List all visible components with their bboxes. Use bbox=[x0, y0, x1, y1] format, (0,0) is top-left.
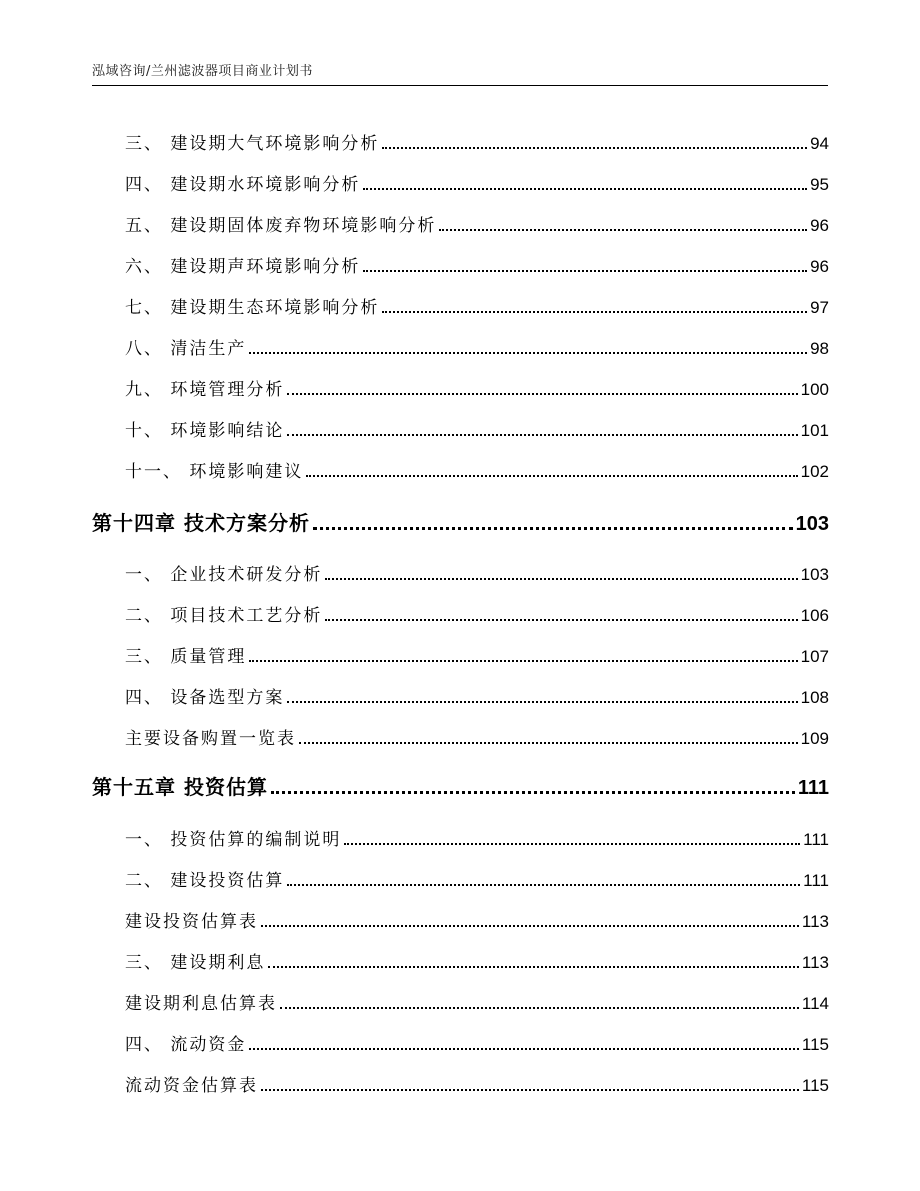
toc-dot-leader bbox=[261, 925, 799, 927]
toc-page-number: 100 bbox=[800, 380, 829, 399]
toc-entry-title: 四、 流动资金 bbox=[125, 1035, 247, 1055]
toc-page-number: 113 bbox=[801, 912, 829, 931]
toc-entry-title: 一、 企业技术研发分析 bbox=[125, 565, 323, 585]
toc-entry[interactable] bbox=[92, 907, 829, 932]
toc-dot-leader bbox=[249, 1048, 798, 1050]
toc-page-number: 103 bbox=[795, 513, 829, 535]
toc-entry[interactable] bbox=[92, 252, 829, 277]
toc-entry[interactable] bbox=[92, 1030, 829, 1055]
toc-dot-leader bbox=[344, 843, 800, 845]
toc-entry-title: 一、 投资估算的编制说明 bbox=[125, 830, 342, 850]
toc-dot-leader bbox=[439, 229, 807, 231]
toc-dot-leader bbox=[299, 742, 798, 744]
toc-dot-leader bbox=[306, 475, 797, 477]
toc-dot-leader bbox=[382, 311, 807, 313]
toc-entry[interactable] bbox=[92, 416, 829, 441]
toc-entry[interactable] bbox=[92, 989, 829, 1014]
toc-entry-title: 九、 环境管理分析 bbox=[125, 380, 285, 400]
toc-page-number: 109 bbox=[800, 729, 829, 748]
toc-entry-title: 四、 设备选型方案 bbox=[125, 688, 285, 708]
toc-dot-leader bbox=[249, 660, 797, 662]
page-header: 泓域咨询/兰州滤波器项目商业计划书 bbox=[92, 64, 313, 79]
toc-entry[interactable] bbox=[92, 293, 829, 318]
toc-entry-title: 五、 建设期固体废弃物环境影响分析 bbox=[125, 216, 437, 236]
toc-dot-leader bbox=[313, 527, 793, 530]
toc-page-number: 96 bbox=[810, 216, 829, 235]
toc-dot-leader bbox=[363, 270, 807, 272]
toc-entry-title: 第十五章 投资估算 bbox=[92, 775, 268, 799]
toc-page-number: 111 bbox=[797, 777, 829, 799]
toc-page-number: 103 bbox=[800, 565, 829, 584]
toc-entry-title: 八、 清洁生产 bbox=[125, 339, 247, 359]
toc-page-number: 111 bbox=[803, 830, 829, 849]
toc-page-number: 107 bbox=[800, 647, 829, 666]
toc-entry[interactable] bbox=[92, 457, 829, 482]
toc-entry[interactable] bbox=[92, 948, 829, 973]
toc-entry[interactable] bbox=[92, 642, 829, 667]
toc-entry[interactable] bbox=[92, 601, 829, 626]
toc-dot-leader bbox=[325, 619, 797, 621]
toc-page-number: 98 bbox=[810, 339, 829, 358]
toc-entry-title: 第十四章 技术方案分析 bbox=[92, 511, 310, 535]
toc-entry-title: 流动资金估算表 bbox=[125, 1076, 258, 1096]
toc-entry[interactable] bbox=[92, 724, 829, 749]
toc-dot-leader bbox=[287, 434, 797, 436]
toc-entry-title: 三、 建设期利息 bbox=[125, 953, 266, 973]
header-divider bbox=[92, 85, 828, 86]
toc-dot-leader bbox=[287, 701, 797, 703]
toc-page-number: 106 bbox=[800, 606, 829, 625]
toc-entry-title: 七、 建设期生态环境影响分析 bbox=[125, 298, 380, 318]
toc-page-number: 115 bbox=[801, 1035, 829, 1054]
toc-page-number: 101 bbox=[800, 421, 829, 440]
toc-entry-title: 六、 建设期声环境影响分析 bbox=[125, 257, 361, 277]
toc-entry[interactable] bbox=[92, 683, 829, 708]
toc-entry[interactable] bbox=[92, 170, 829, 195]
toc-entry-title: 二、 建设投资估算 bbox=[125, 871, 285, 891]
toc-page-number: 94 bbox=[810, 134, 829, 153]
toc-entry-title: 十、 环境影响结论 bbox=[125, 421, 285, 441]
toc-dot-leader bbox=[382, 147, 807, 149]
toc-entry-title: 主要设备购置一览表 bbox=[125, 729, 296, 749]
toc-page-number: 108 bbox=[800, 688, 829, 707]
toc-entry-title: 二、 项目技术工艺分析 bbox=[125, 606, 323, 626]
toc-dot-leader bbox=[271, 791, 795, 794]
toc-entry-title: 十一、 环境影响建议 bbox=[125, 462, 304, 482]
toc-dot-leader bbox=[287, 393, 797, 395]
toc-dot-leader bbox=[280, 1007, 799, 1009]
toc-entry-title: 建设投资估算表 bbox=[125, 912, 258, 932]
toc-entry[interactable] bbox=[92, 334, 829, 359]
toc-entry[interactable] bbox=[92, 211, 829, 236]
toc-page-number: 95 bbox=[810, 175, 829, 194]
toc-page-number: 97 bbox=[810, 298, 829, 317]
toc-dot-leader bbox=[249, 352, 807, 354]
toc-page-number: 113 bbox=[801, 953, 829, 972]
toc-page-number: 96 bbox=[810, 257, 829, 276]
toc-entry-title: 三、 建设期大气环境影响分析 bbox=[125, 134, 380, 154]
toc-entry[interactable] bbox=[92, 825, 829, 850]
toc-page-number: 102 bbox=[800, 462, 829, 481]
toc-entry-title: 三、 质量管理 bbox=[125, 647, 247, 667]
toc-dot-leader bbox=[287, 884, 800, 886]
toc-dot-leader bbox=[261, 1089, 799, 1091]
toc-entry[interactable] bbox=[92, 1071, 829, 1096]
toc-entry-title: 四、 建设期水环境影响分析 bbox=[125, 175, 361, 195]
toc-dot-leader bbox=[363, 188, 807, 190]
toc-page-number: 115 bbox=[801, 1076, 829, 1095]
toc-page-number: 111 bbox=[803, 871, 829, 890]
toc-chapter-entry[interactable] bbox=[92, 507, 829, 536]
toc-entry[interactable] bbox=[92, 375, 829, 400]
toc-page-number: 114 bbox=[801, 994, 829, 1013]
toc-dot-leader bbox=[268, 966, 798, 968]
toc-entry[interactable] bbox=[92, 866, 829, 891]
toc-chapter-entry[interactable] bbox=[92, 771, 829, 800]
toc-entry-title: 建设期利息估算表 bbox=[125, 994, 277, 1014]
toc-entry[interactable] bbox=[92, 560, 829, 585]
toc-dot-leader bbox=[325, 578, 797, 580]
toc-entry[interactable] bbox=[92, 129, 829, 154]
